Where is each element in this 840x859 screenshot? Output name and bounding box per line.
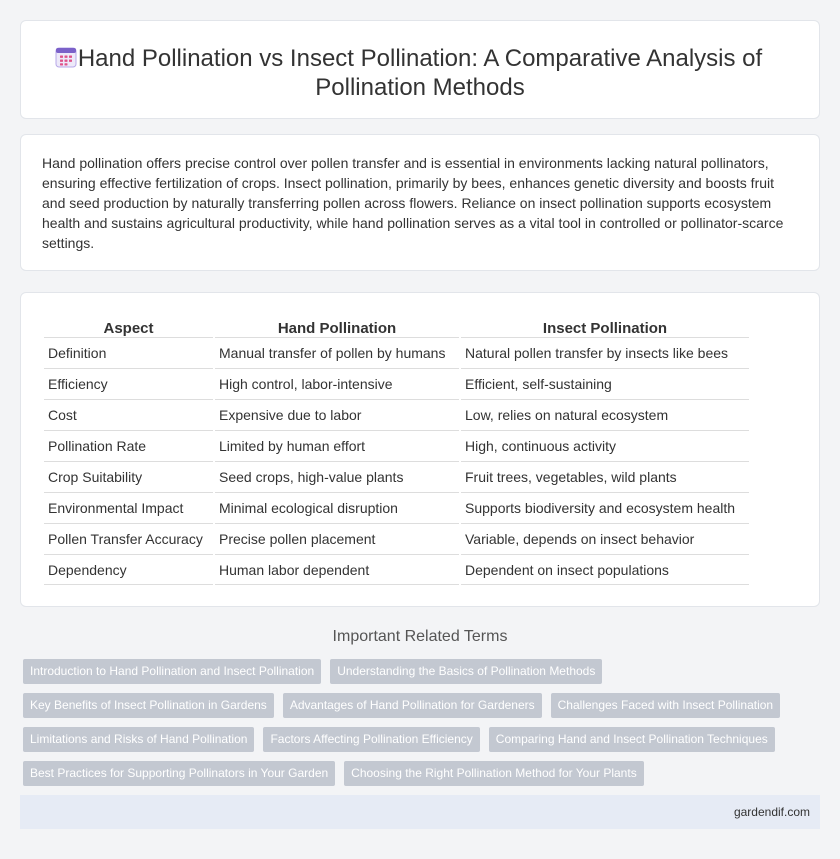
related-term-link[interactable]: Challenges Faced with Insect Pollination [551, 693, 780, 718]
related-term-link[interactable]: Comparing Hand and Insect Pollination Techniques [489, 727, 775, 752]
cell-aspect: Crop Suitability [44, 461, 213, 492]
cell-aspect: Cost [44, 399, 213, 430]
related-term-link[interactable]: Factors Affecting Pollination Efficiency [263, 727, 479, 752]
table-row [44, 399, 749, 430]
title-card [20, 20, 820, 119]
related-term-link[interactable]: Limitations and Risks of Hand Pollination [23, 727, 254, 752]
cell-insect: Dependent on insect populations [461, 554, 749, 585]
cell-hand: Expensive due to labor [215, 399, 459, 430]
comparison-table-card [20, 292, 820, 607]
related-term-link[interactable]: Advantages of Hand Pollination for Gardeners [283, 693, 542, 718]
table-row [44, 492, 749, 523]
related-terms-row [20, 693, 820, 718]
cell-insect: Efficient, self-sustaining [461, 368, 749, 399]
footer [20, 795, 820, 829]
cell-insect: Supports biodiversity and ecosystem health [461, 492, 749, 523]
cell-aspect: Pollination Rate [44, 430, 213, 461]
related-terms-row [20, 761, 820, 786]
related-term-link[interactable]: Choosing the Right Pollination Method for Your Plants [344, 761, 644, 786]
table-row [44, 368, 749, 399]
cell-insect: Low, relies on natural ecosystem [461, 399, 749, 430]
header-hand-pollination: Hand Pollination [277, 320, 397, 337]
related-terms-heading: Important Related Terms [332, 628, 508, 645]
table-row [44, 523, 749, 554]
cell-insect: Variable, depends on insect behavior [461, 523, 749, 554]
cell-hand: Limited by human effort [215, 430, 459, 461]
cell-hand: Seed crops, high-value plants [215, 461, 459, 492]
page-title: Hand Pollination vs Insect Pollination: A Comparative Analysis of Pollination Methods [77, 45, 763, 101]
related-terms-row [20, 659, 820, 684]
related-term-link[interactable]: Understanding the Basics of Pollination Methods [330, 659, 602, 684]
cell-insect: Fruit trees, vegetables, wild plants [461, 461, 749, 492]
header-insect-pollination: Insect Pollination [542, 320, 668, 337]
table-row [44, 430, 749, 461]
related-terms-row [20, 727, 820, 752]
cell-insect: High, continuous activity [461, 430, 749, 461]
related-terms-list [20, 659, 820, 795]
cell-insect: Natural pollen transfer by insects like bees [461, 337, 749, 368]
header-aspect: Aspect [103, 320, 154, 337]
cell-hand: Human labor dependent [215, 554, 459, 585]
cell-aspect: Efficiency [44, 368, 213, 399]
cell-hand: Precise pollen placement [215, 523, 459, 554]
footer-site-link[interactable]: gardendif.com [733, 805, 810, 819]
cell-aspect: Environmental Impact [44, 492, 213, 523]
related-term-link[interactable]: Best Practices for Supporting Pollinators in Your Garden [23, 761, 335, 786]
comparison-table [42, 315, 751, 585]
cell-aspect: Dependency [44, 554, 213, 585]
related-term-link[interactable]: Key Benefits of Insect Pollination in Gardens [23, 693, 274, 718]
table-header-row [44, 315, 749, 337]
summary-text: Hand pollination offers precise control over pollen transfer and is essential in environments lacking natural pollinators, ensuring effective fertilization of crops. Insect pollination, primarily by bees, enhances genetic diversity and boosts fruit and seed production by naturally transferring pollen across flowers. Reliance on insect pollination supports ecosystem health and sustains agricultural productivity, while hand pollination serves as a vital tool in controlled or pollinator-scarce settings. [42, 155, 784, 251]
cell-hand: Minimal ecological disruption [215, 492, 459, 523]
cell-aspect: Definition [44, 337, 213, 368]
summary-card [20, 134, 820, 271]
cell-aspect: Pollen Transfer Accuracy [44, 523, 213, 554]
table-row [44, 337, 749, 368]
table-row [44, 554, 749, 585]
related-term-link[interactable]: Introduction to Hand Pollination and Insect Pollination [23, 659, 321, 684]
table-row [44, 461, 749, 492]
cell-hand: Manual transfer of pollen by humans [215, 337, 459, 368]
cell-hand: High control, labor-intensive [215, 368, 459, 399]
